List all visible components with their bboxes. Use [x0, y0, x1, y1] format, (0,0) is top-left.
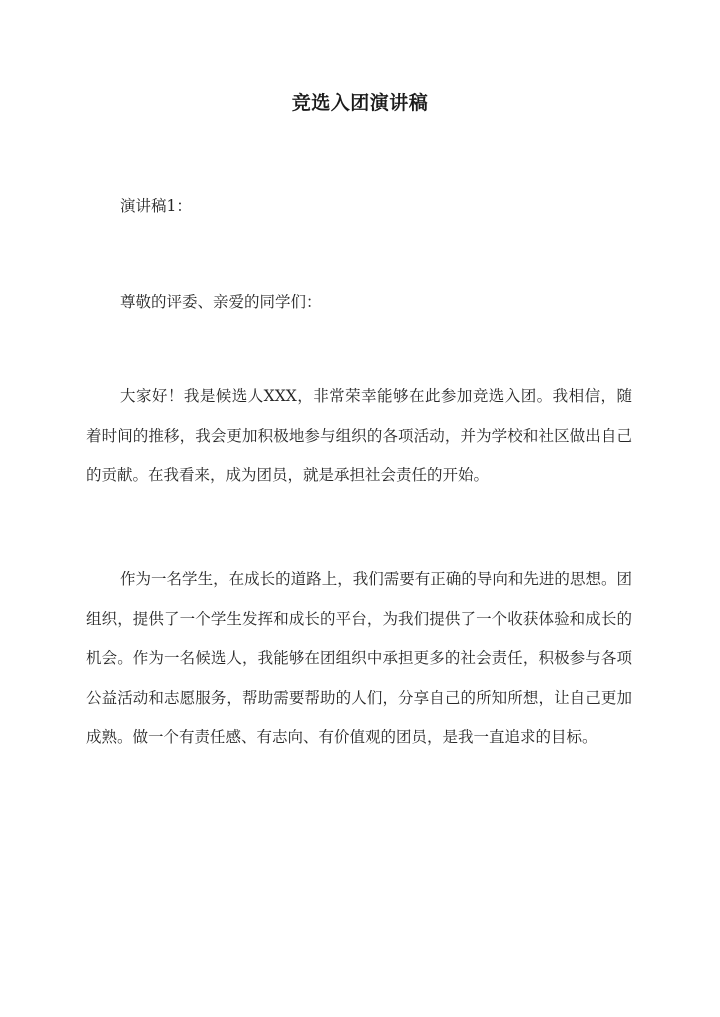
body-paragraph-1: 大家好！我是候选人XXX，非常荣幸能够在此参加竞选入团。我相信，随着时间的推移，我会更加积极地参与组织的各项活动，并为学校和社区做出自己的贡献。在我看来，成为团员，就是承担社会责任的开始。 [86, 387, 632, 484]
body-paragraph-2: 作为一名学生，在成长的道路上，我们需要有正确的导向和先进的思想。团组织，提供了一个学生发挥和成长的平台，为我们提供了一个收获体验和成长的机会。作为一名候选人，我能够在团组织中承担更多的社会责任，积极参与各项公益活动和志愿服务，帮助需要帮助的人们，分享自己的所知所想，让自己更加成熟。做一个有责任感、有志向、有价值观的团员，是我一直追求的目标。 [86, 570, 632, 746]
greeting-paragraph: 尊敬的评委、亲爱的同学们： [120, 293, 322, 311]
speech-label-paragraph: 演讲稿1： [120, 197, 192, 215]
document-title: 竞选入团演讲稿 [291, 92, 429, 114]
